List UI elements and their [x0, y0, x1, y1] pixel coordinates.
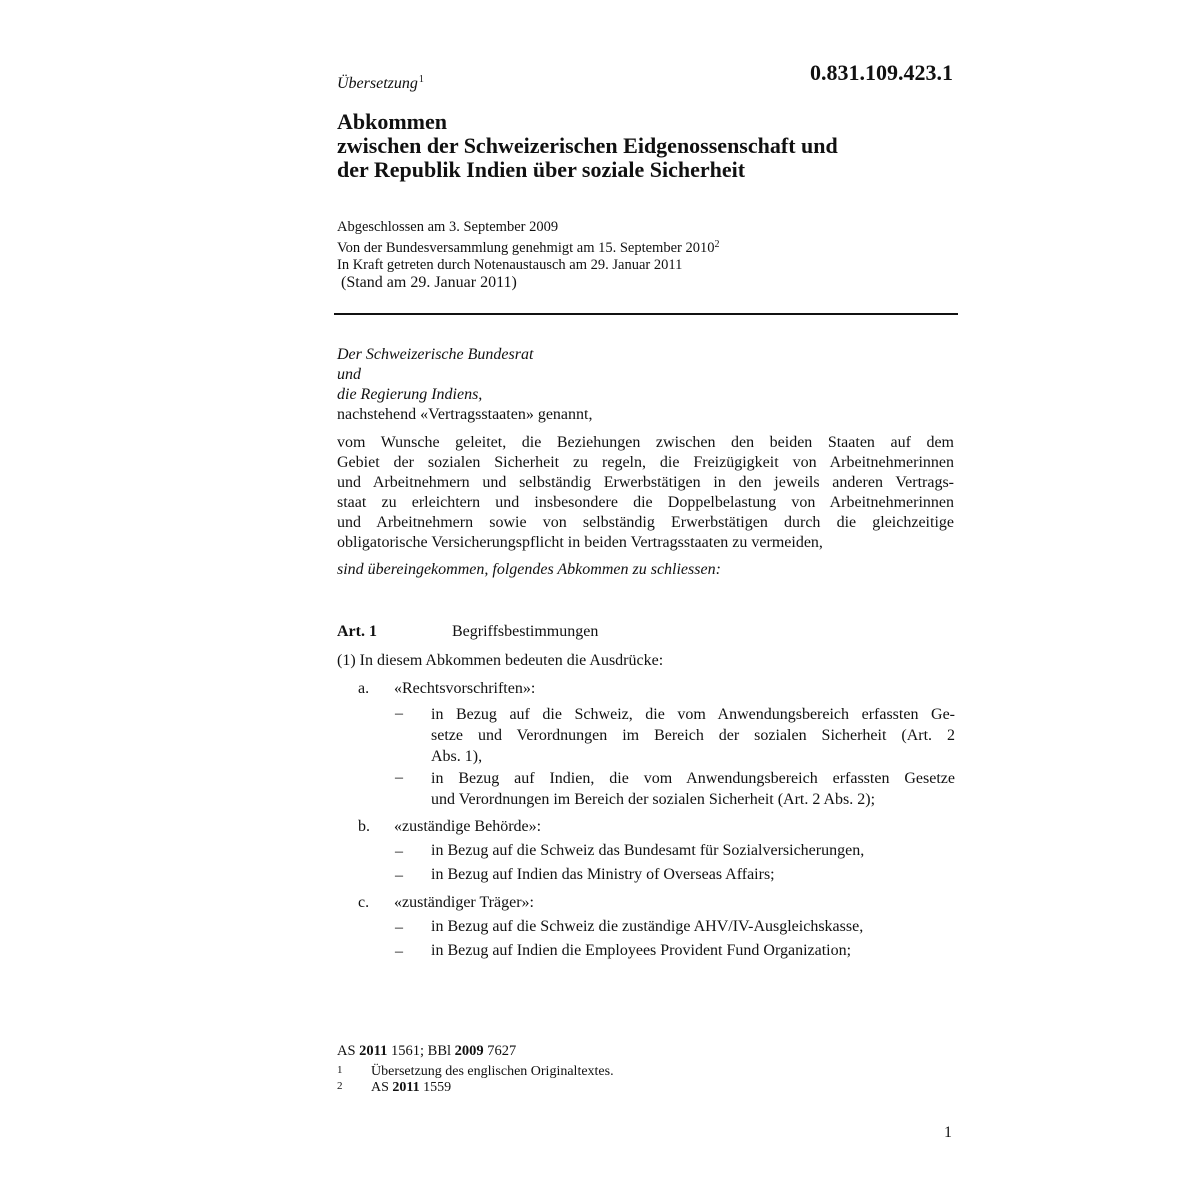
- as-page: 1561; BBl: [387, 1043, 455, 1059]
- as-prefix: AS: [337, 1043, 360, 1059]
- page-number: 1: [944, 1124, 952, 1141]
- list-item-line: in Bezug auf Indien die Employees Provident Fund Organization;: [431, 942, 852, 959]
- list-item-line: in Bezug auf Indien, die vom Anwendungsbereich erfassten Gesetze: [431, 770, 955, 787]
- preamble-line: staat zu erleichtern und insbesondere die Doppelbelastung von Arbeitnehmerinnen: [337, 494, 954, 511]
- agreement-clause: sind übereingekommen, folgendes Abkommen zu schliessen:: [337, 561, 721, 578]
- bbl-page: 7627: [483, 1043, 517, 1059]
- sr-number: 0.831.109.423.1: [810, 60, 953, 85]
- list-item-line: in Bezug auf Indien das Ministry of Overseas Affairs;: [431, 866, 775, 883]
- item-label: «zuständiger Träger»:: [394, 894, 534, 911]
- document-title: [337, 110, 838, 182]
- fn2-page: 1559: [419, 1080, 452, 1095]
- item-letter: b.: [358, 818, 370, 835]
- article-number: Art. 1: [337, 623, 377, 640]
- document-meta: [337, 219, 719, 274]
- preamble-line: Gebiet der sozialen Sicherheit zu regeln, die Freizügigkeit von Arbeitnehmerinnen: [337, 454, 954, 471]
- party-conjunction: und: [337, 366, 361, 383]
- article-intro: (1) In diesem Abkommen bedeuten die Ausdrücke:: [337, 652, 664, 669]
- preamble-line: vom Wunsche geleitet, die Beziehungen zwischen den beiden Staaten auf dem: [337, 434, 954, 451]
- list-item-line: in Bezug auf die Schweiz die zuständige AHV/IV-Ausgleichskasse,: [431, 918, 864, 935]
- publication-reference: [337, 1043, 516, 1060]
- preamble-line: und Arbeitnehmern sowie von selbständig Erwerbstätigen durch die gleichzeitige: [337, 514, 954, 531]
- footnote-text-1: Übersetzung des englischen Originaltextes.: [371, 1064, 614, 1079]
- in-force-date: In Kraft getreten durch Notenaustausch am 29. Januar 2011: [337, 257, 683, 273]
- list-dash: –: [395, 705, 403, 722]
- fn2-year: 2011: [392, 1080, 420, 1095]
- list-item: [431, 704, 955, 767]
- list-dash: –: [395, 919, 403, 936]
- hereinafter-clause: nachstehend «Vertragsstaaten» genannt,: [337, 406, 593, 423]
- concluded-date: Abgeschlossen am 3. September 2009: [337, 219, 559, 235]
- preamble-line: und Arbeitnehmern und selbständig Erwerbstätigen in den jeweils anderen Vertrags-: [337, 474, 954, 491]
- item-label: «zuständige Behörde»:: [394, 818, 542, 835]
- preamble-paragraph: [337, 433, 954, 553]
- stand-date: (Stand am 29. Januar 2011): [341, 274, 517, 291]
- preamble-parties: [337, 345, 592, 425]
- footnote-text-2: [371, 1080, 451, 1096]
- list-item: [431, 768, 955, 810]
- title-line-3: der Republik Indien über soziale Sicherheit: [337, 157, 746, 182]
- bbl-year: 2009: [454, 1043, 484, 1059]
- item-letter: a.: [358, 680, 370, 697]
- footnote-ref-1[interactable]: 1: [418, 74, 424, 85]
- list-dash: –: [395, 867, 403, 884]
- list-dash: –: [395, 769, 403, 786]
- list-item-line: setze und Verordnungen im Bereich der sozialen Sicherheit (Art. 2: [431, 727, 955, 744]
- list-item-line: in Bezug auf die Schweiz, die vom Anwendungsbereich erfassten Ge-: [431, 706, 955, 723]
- translation-label: [337, 74, 424, 93]
- list-dash: –: [395, 843, 403, 860]
- title-line-1: Abkommen: [337, 109, 448, 134]
- footnote-number-1: 1: [337, 1064, 343, 1076]
- header-divider: [334, 313, 958, 315]
- preamble-line: obligatorische Versicherungspflicht in beiden Vertragsstaaten zu vermeiden,: [337, 534, 823, 551]
- footnote-number-2: 2: [337, 1080, 343, 1092]
- translation-label-text: Übersetzung: [337, 75, 418, 92]
- approved-date-text: Von der Bundesversammlung genehmigt am 15. September 2010: [337, 240, 715, 256]
- footnote-ref-2[interactable]: 2: [714, 239, 720, 250]
- item-letter: c.: [358, 894, 370, 911]
- list-item-line: Abs. 1),: [431, 748, 483, 765]
- article-title: Begriffsbestimmungen: [452, 623, 599, 640]
- list-dash: –: [395, 943, 403, 960]
- fn2-prefix: AS: [371, 1080, 393, 1095]
- item-label: «Rechtsvorschriften»:: [394, 680, 536, 697]
- party-1: Der Schweizerische Bundesrat: [337, 346, 534, 363]
- approved-date: [337, 236, 719, 257]
- party-2: die Regierung Indiens,: [337, 386, 483, 403]
- list-item-line: und Verordnungen im Bereich der sozialen Sicherheit (Art. 2 Abs. 2);: [431, 791, 876, 808]
- title-line-2: zwischen der Schweizerischen Eidgenossenschaft und: [337, 133, 838, 158]
- as-year: 2011: [359, 1043, 388, 1059]
- list-item-line: in Bezug auf die Schweiz das Bundesamt für Sozialversicherungen,: [431, 842, 865, 859]
